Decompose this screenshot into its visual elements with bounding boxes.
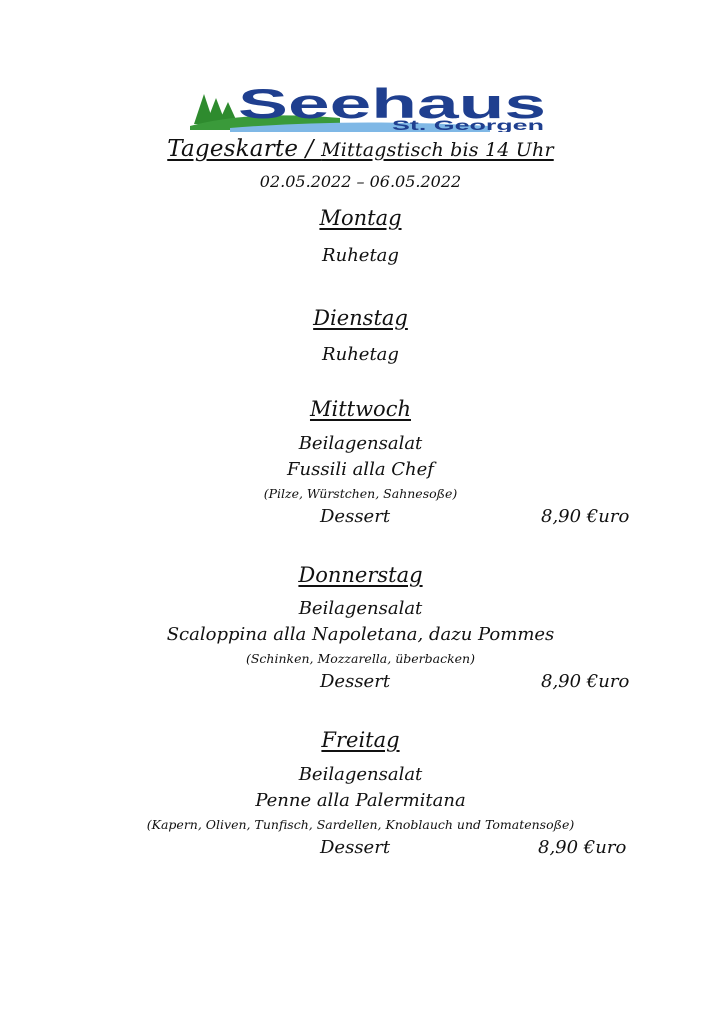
price-label: 8,90 €uro [541, 671, 630, 692]
page-title [0, 136, 721, 162]
dish-note: (Pilze, Würstchen, Sahnesoße) [263, 486, 458, 501]
date-range: 02.05.2022 – 06.05.2022 [259, 172, 462, 191]
day-heading-dienstag: Dienstag [313, 306, 408, 330]
dish-item: Beilagensalat [298, 433, 423, 454]
price-label: 8,90 €uro [538, 837, 627, 858]
dessert-label: Dessert [320, 671, 391, 692]
dessert-label: Dessert [320, 837, 391, 858]
dish-item: Scaloppina alla Napoletana, dazu Pommes [166, 624, 555, 645]
logo-subtitle: St. Georgen [392, 117, 544, 132]
day-heading-freitag: Freitag [321, 728, 400, 752]
dish-item: Ruhetag [322, 245, 399, 266]
dish-item: Beilagensalat [298, 764, 423, 785]
dish-note: (Schinken, Mozzarella, überbacken) [245, 651, 475, 666]
dish-item: Penne alla Palermitana [255, 790, 466, 811]
day-heading-mittwoch: Mittwoch [309, 397, 411, 421]
logo-wordmark: Seehaus [238, 84, 546, 127]
dish-item: Ruhetag [322, 344, 399, 365]
dessert-label: Dessert [320, 506, 391, 527]
day-heading-montag: Montag [319, 206, 402, 230]
title-main: Tageskarte / [167, 136, 322, 162]
dish-item: Beilagensalat [298, 598, 423, 619]
dish-item: Fussili alla Chef [287, 459, 434, 480]
day-heading-donnerstag: Donnerstag [298, 563, 423, 587]
dish-note: (Kapern, Oliven, Tunfisch, Sardellen, Knoblauch und Tomatensoße) [146, 817, 575, 832]
price-label: 8,90 €uro [541, 506, 630, 527]
title-subtitle: Mittagstisch bis 14 Uhr [321, 139, 554, 161]
seehaus-logo [190, 84, 550, 132]
